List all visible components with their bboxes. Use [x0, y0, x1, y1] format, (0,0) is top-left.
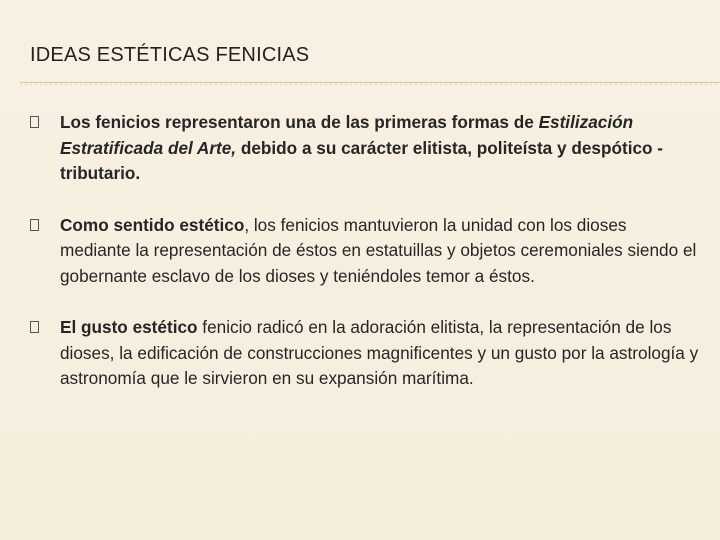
bullet-text [60, 112, 663, 183]
bullet-segment: debido a su carácter elitista, politeísta y despótico -tributario. [60, 137, 664, 183]
bullet-text [60, 215, 696, 286]
bullet-square-icon [30, 116, 39, 128]
bullet-item [30, 110, 700, 187]
bullet-list [30, 110, 700, 418]
slide-title: IDEAS ESTÉTICAS FENICIAS [30, 44, 310, 66]
bullet-square-icon [30, 219, 39, 231]
bullet-segment: , los fenicios mantuvieron la unidad con los dioses mediante la representación de éstos en estatuillas y objetos ceremoniales siendo el gobernante esclavo de los dioses y teniéndoles temor a éstos. [60, 214, 697, 286]
bullet-text [60, 317, 698, 388]
bullet-item [30, 315, 700, 392]
bullet-segment: Los fenicios representaron una de las primeras formas de [60, 112, 539, 132]
title-divider [20, 82, 720, 83]
bullet-segment: El gusto estético [60, 317, 198, 337]
bullet-segment: fenicio radicó en la adoración elitista, la representación de los dioses, la edificación de construcciones magnificentes y un gusto por la astrología y astronomía que le sirvieron en su expansión marítima. [60, 317, 699, 388]
bullet-segment: Estilización Estratificada del Arte, [60, 112, 634, 158]
bullet-segment: Como sentido estético [60, 214, 245, 235]
bullet-item [30, 213, 700, 290]
bullet-square-icon [30, 321, 39, 333]
title-divider-dots [20, 84, 720, 85]
